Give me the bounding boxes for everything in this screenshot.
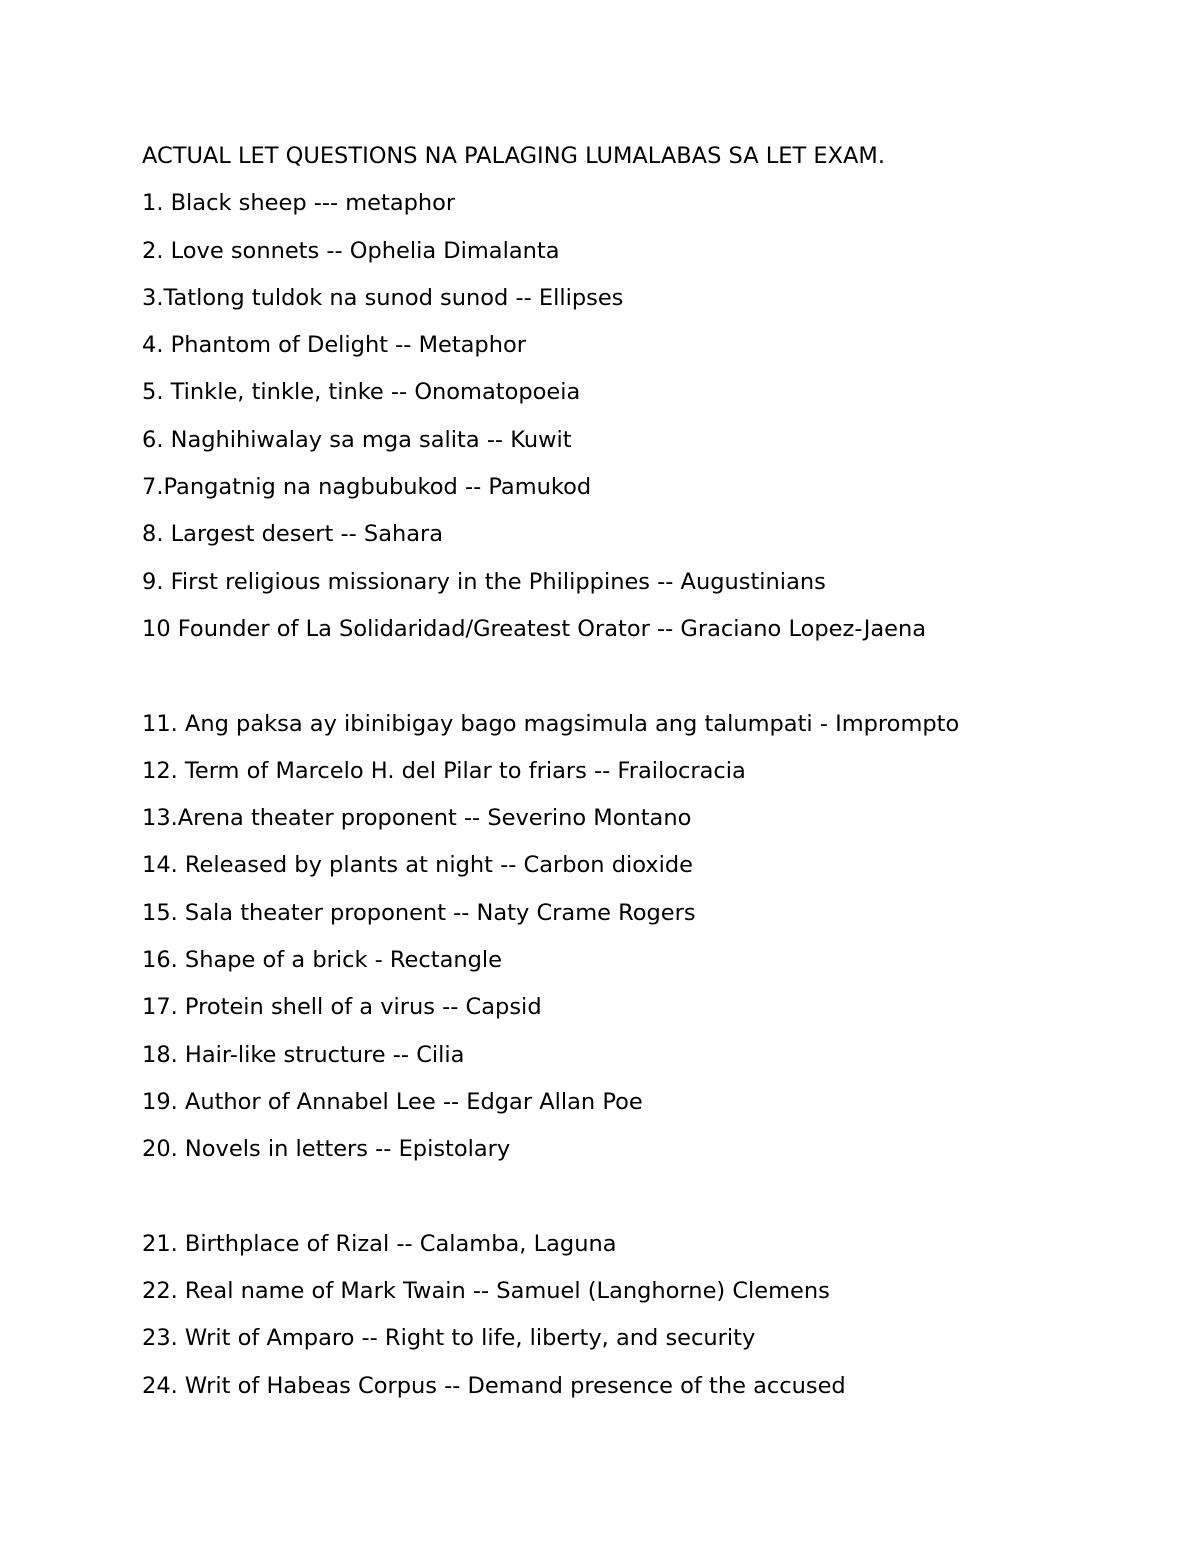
list-item: 1. Black sheep --- metaphor — [142, 190, 456, 217]
paragraph-gap — [142, 660, 1142, 707]
list-item: 9. First religious missionary in the Philippines -- Augustinians — [142, 568, 826, 595]
list-item: 6. Naghihiwalay sa mga salita -- Kuwit — [142, 426, 572, 453]
list-item: 23. Writ of Amparo -- Right to life, liberty, and security — [142, 1325, 756, 1352]
list-item: 3.Tatlong tuldok na sunod sunod -- Ellipses — [142, 284, 624, 311]
list-item: 4. Phantom of Delight -- Metaphor — [142, 332, 526, 359]
list-item: 21. Birthplace of Rizal -- Calamba, Laguna — [142, 1230, 617, 1257]
document-content — [142, 140, 1142, 1417]
list-item: 5. Tinkle, tinkle, tinke -- Onomatopoeia — [142, 379, 581, 406]
list-item: 14. Released by plants at night -- Carbon dioxide — [142, 852, 693, 879]
list-item: 7.Pangatnig na nagbubukod -- Pamukod — [142, 474, 592, 501]
list-item: 24. Writ of Habeas Corpus -- Demand presence of the accused — [142, 1372, 846, 1399]
paragraph-gap — [142, 1181, 1142, 1228]
list-item: 11. Ang paksa ay ibinibigay bago magsimula ang talumpati - Imprompto — [142, 710, 960, 737]
list-item: 18. Hair-like structure -- Cilia — [142, 1041, 465, 1068]
list-item: 13.Arena theater proponent -- Severino Montano — [142, 805, 692, 832]
list-item: 19. Author of Annabel Lee -- Edgar Allan Poe — [142, 1088, 643, 1115]
list-item: 12. Term of Marcelo H. del Pilar to friars -- Frailocracia — [142, 757, 746, 784]
list-item: 22. Real name of Mark Twain -- Samuel (Langhorne) Clemens — [142, 1278, 830, 1305]
list-item: 15. Sala theater proponent -- Naty Crame Rogers — [142, 899, 696, 926]
list-item: 17. Protein shell of a virus -- Capsid — [142, 994, 542, 1021]
list-item: 20. Novels in letters -- Epistolary — [142, 1136, 511, 1163]
list-item: 16. Shape of a brick - Rectangle — [142, 947, 503, 974]
document-title: ACTUAL LET QUESTIONS NA PALAGING LUMALABAS SA LET EXAM. — [142, 143, 885, 169]
list-item: 2. Love sonnets -- Ophelia Dimalanta — [142, 237, 560, 264]
list-item: 10 Founder of La Solidaridad/Greatest Orator -- Graciano Lopez-Jaena — [142, 615, 927, 642]
list-item: 8. Largest desert -- Sahara — [142, 521, 444, 548]
